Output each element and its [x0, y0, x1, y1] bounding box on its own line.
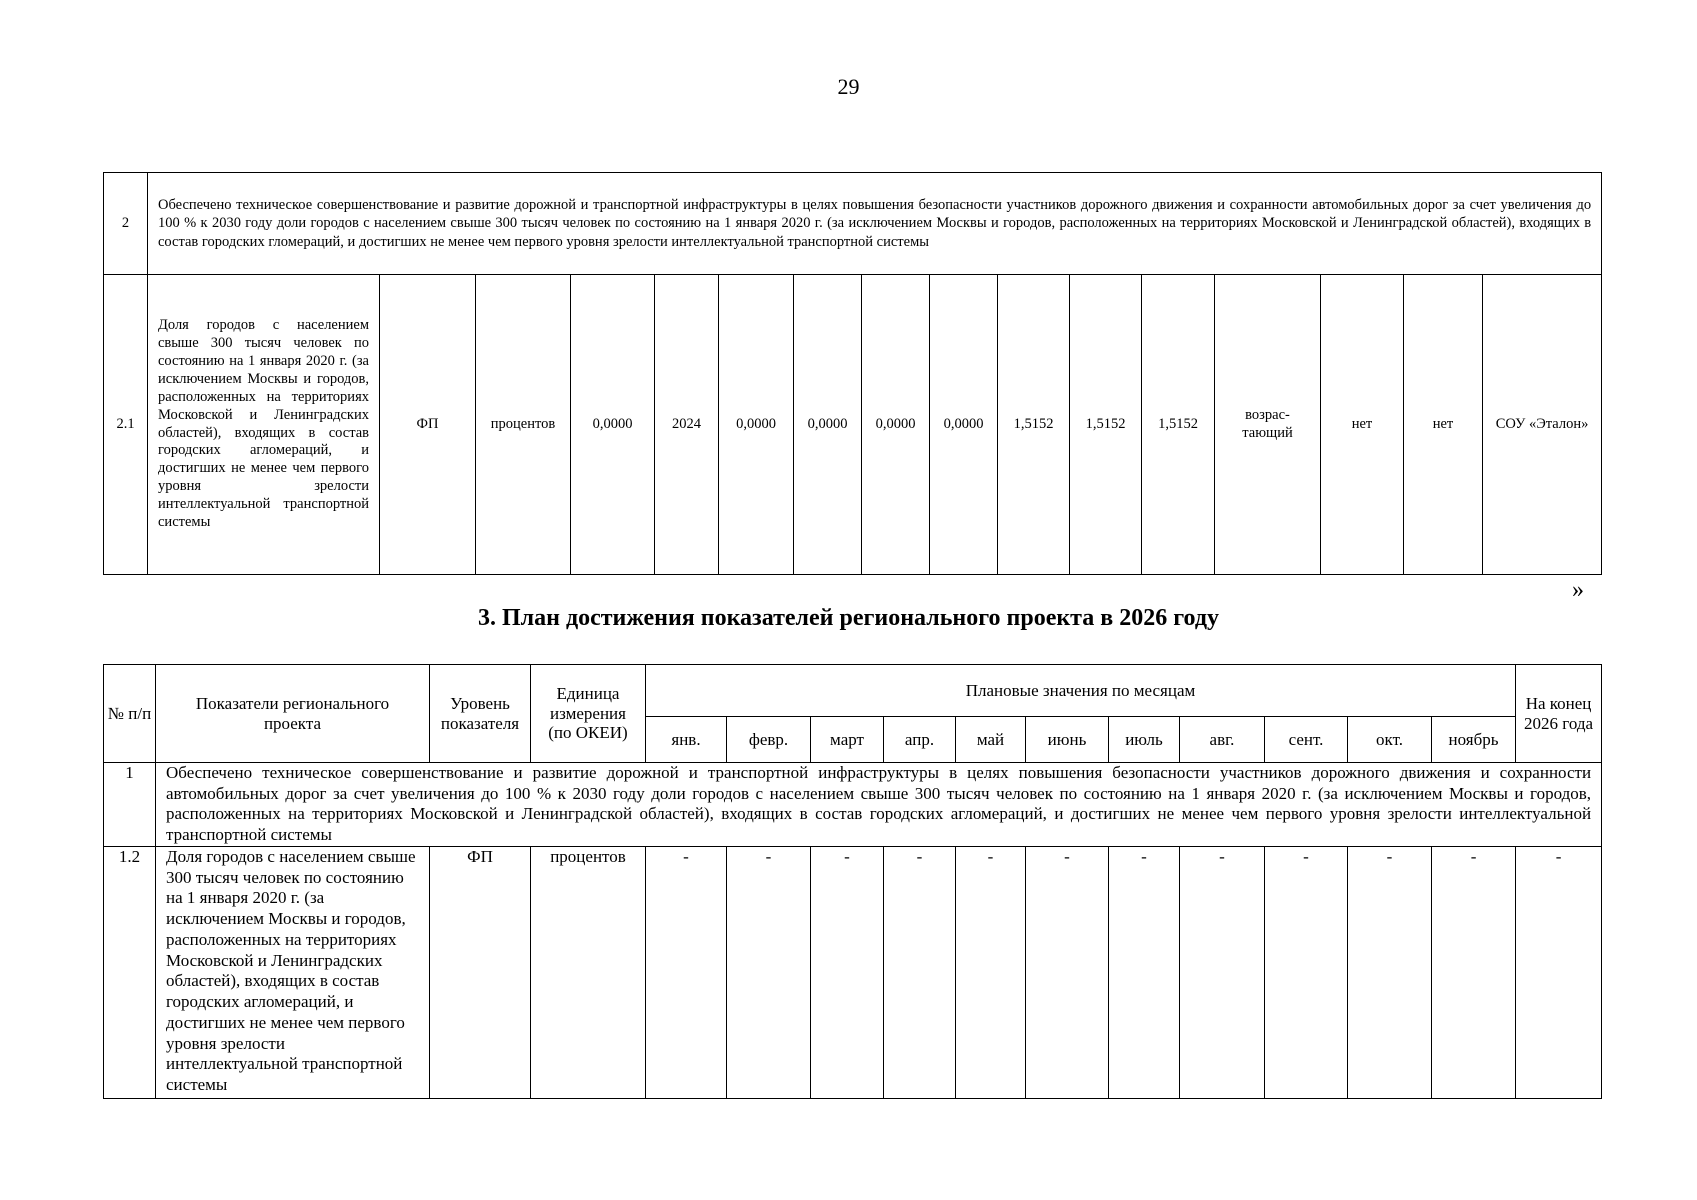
indicator-unit: процентов	[476, 275, 571, 575]
indicator-base-value: 0,0000	[571, 275, 655, 575]
month-value: -	[956, 847, 1026, 1099]
month-value: -	[727, 847, 811, 1099]
month-value: -	[1109, 847, 1180, 1099]
goal-number: 2	[104, 173, 148, 275]
indicator-flag-2: нет	[1404, 275, 1483, 575]
goal-row	[104, 173, 1602, 275]
indicator-value-4: 0,0000	[930, 275, 998, 575]
header-month: авг.	[1180, 717, 1265, 763]
indicator-value-2: 0,0000	[794, 275, 862, 575]
goal-row	[104, 763, 1602, 847]
indicator-source: СОУ «Эталон»	[1483, 275, 1602, 575]
header-month: янв.	[646, 717, 727, 763]
header-month: ноябрь	[1432, 717, 1516, 763]
header-name: Показатели регионального проекта	[156, 665, 430, 763]
header-month: июнь	[1026, 717, 1109, 763]
indicator-number: 1.2	[104, 847, 156, 1099]
section-title: 3. План достижения показателей регионального проекта в 2026 году	[478, 605, 1219, 631]
month-value: -	[1180, 847, 1265, 1099]
goal-number: 1	[104, 763, 156, 847]
indicator-table-continued	[103, 172, 1602, 575]
monthly-plan-table	[103, 664, 1602, 1099]
page-number: 29	[837, 74, 860, 99]
indicator-name: Доля городов с населением свыше 300 тысяч человек по состоянию на 1 января 2020 г. (за исключением Москвы и городов, расположенных на территориях Московской и Ленинградских областей), входящих в состав городских агломераций, и достигших не менее чем первого уровня зрелости интеллектуальной транспортной системы	[148, 275, 380, 575]
indicator-trend: возрас-тающий	[1215, 275, 1321, 575]
header-month: май	[956, 717, 1026, 763]
indicator-level: ФП	[380, 275, 476, 575]
indicator-value-1: 0,0000	[719, 275, 794, 575]
header-num: № п/п	[104, 665, 156, 763]
header-end: На конец 2026 года	[1516, 665, 1602, 763]
indicator-base-year: 2024	[655, 275, 719, 575]
indicator-level: ФП	[430, 847, 531, 1099]
month-value: -	[884, 847, 956, 1099]
month-value: -	[811, 847, 884, 1099]
header-month: июль	[1109, 717, 1180, 763]
indicator-unit: процентов	[531, 847, 646, 1099]
header-month: окт.	[1348, 717, 1432, 763]
header-unit: Единица измерения (по ОКЕИ)	[531, 665, 646, 763]
month-value: -	[646, 847, 727, 1099]
indicator-number: 2.1	[104, 275, 148, 575]
header-plan: Плановые значения по месяцам	[646, 665, 1516, 717]
indicator-value-3: 0,0000	[862, 275, 930, 575]
indicator-flag-1: нет	[1321, 275, 1404, 575]
header-month: сент.	[1265, 717, 1348, 763]
closing-quote: »	[1572, 577, 1584, 603]
indicator-row	[104, 847, 1602, 1099]
month-value: -	[1432, 847, 1516, 1099]
end-of-year-value: -	[1516, 847, 1602, 1099]
header-month: февр.	[727, 717, 811, 763]
month-value: -	[1026, 847, 1109, 1099]
header-month: апр.	[884, 717, 956, 763]
goal-description: Обеспечено техническое совершенствование и развитие дорожной и транспортной инфраструктуры в целях повышения безопасности участников дорожного движения и сохранности автомобильных дорог за счет увеличения до 100 % к 2030 году доли городов с населением свыше 300 тысяч человек по состоянию на 1 января 2020 г. (за исключением Москвы и городов, расположенных на территориях Московской и Ленинградской областей), входящих в состав городских гломераций, и достигших не менее чем первого уровня зрелости интеллектуальной транспортной системы	[148, 173, 1602, 275]
indicator-name: Доля городов с населением свыше 300 тысяч человек по состоянию на 1 января 2020 г. (за исключением Москвы и городов, расположенных на территориях Московской и Ленинградских областей), входящих в состав городских агломераций, и достигших не менее чем первого уровня зрелости интеллектуальной транспортной системы	[156, 847, 430, 1099]
indicator-value-7: 1,5152	[1142, 275, 1215, 575]
header-level: Уровень показателя	[430, 665, 531, 763]
indicator-value-5: 1,5152	[998, 275, 1070, 575]
header-row-1	[104, 665, 1602, 717]
indicator-value-6: 1,5152	[1070, 275, 1142, 575]
header-month: март	[811, 717, 884, 763]
month-value: -	[1348, 847, 1432, 1099]
goal-description: Обеспечено техническое совершенствование и развитие дорожной и транспортной инфраструктуры в целях повышения безопасности участников дорожного движения и сохранности автомобильных дорог за счет увеличения до 100 % к 2030 году доли городов с населением свыше 300 тысяч человек по состоянию на 1 января 2020 г. (за исключением Москвы и городов, расположенных на территориях Московской и Ленинградской областей), входящих в состав городских агломераций, и достигших не менее чем первого уровня зрелости интеллектуальной транспортной системы	[156, 763, 1602, 847]
month-value: -	[1265, 847, 1348, 1099]
indicator-row	[104, 275, 1602, 575]
